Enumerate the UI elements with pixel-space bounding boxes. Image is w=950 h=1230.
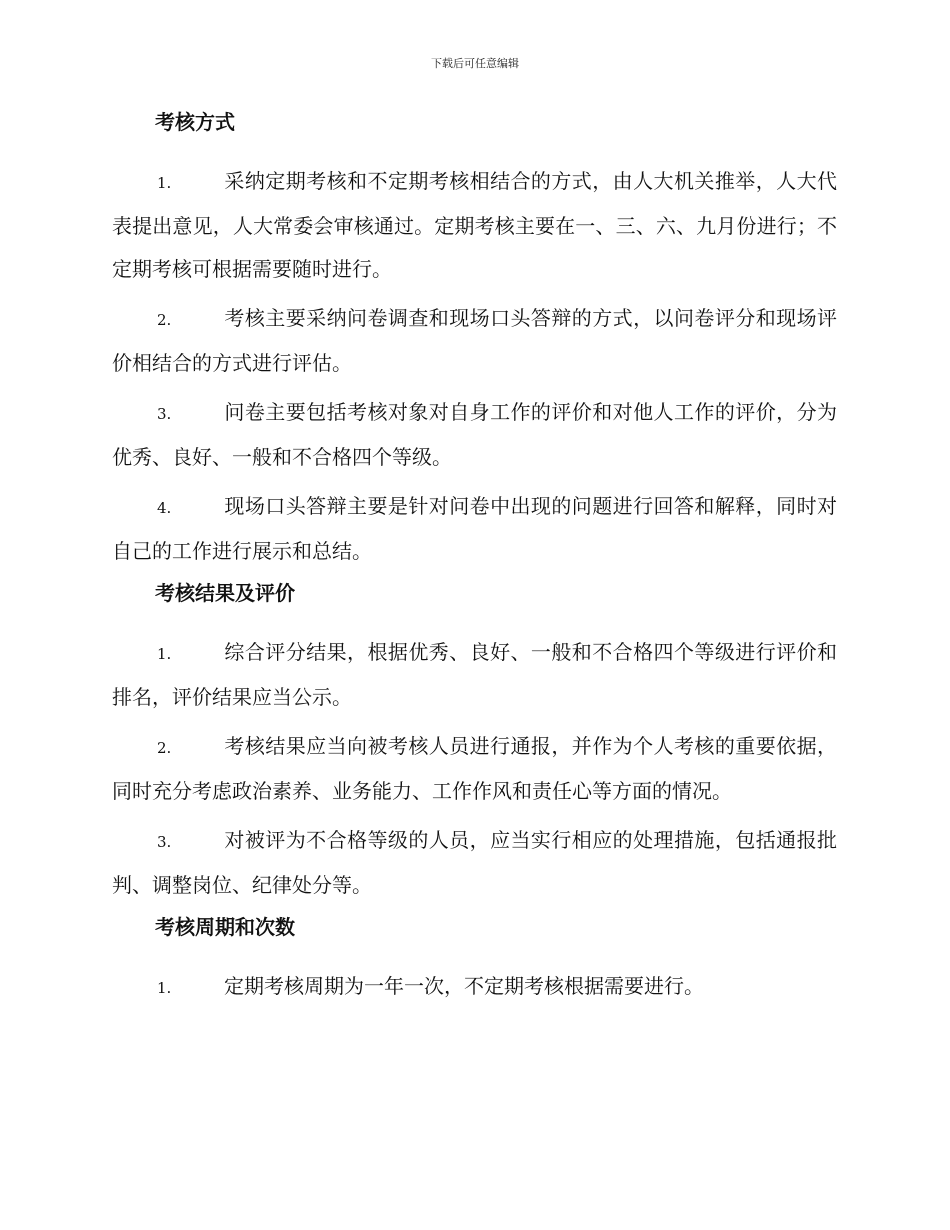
item-text: 考核主要采纳问卷调查和现场口头答辩的方式，以问卷评分和现场评价相结合的方式进行评估。 xyxy=(112,306,837,375)
item-text: 现场口头答辩主要是针对问卷中出现的问题进行回答和解释，同时对自己的工作进行展示和总结。 xyxy=(112,494,837,563)
document-body xyxy=(112,108,837,1016)
item-number: 3. xyxy=(157,405,172,423)
item-number: 3. xyxy=(157,833,172,851)
header-note: 下载后可任意编辑 xyxy=(431,57,519,70)
section-results-evaluation xyxy=(112,579,837,907)
item-text: 综合评分结果，根据优秀、良好、一般和不合格四个等级进行评价和排名，评价结果应当公示。 xyxy=(112,640,837,709)
item-text: 考核结果应当向被考核人员进行通报，并作为个人考核的重要依据，同时充分考虑政治素养、业务能力、工作作风和责任心等方面的情况。 xyxy=(112,734,837,803)
item-number: 4. xyxy=(157,499,172,517)
section-cycle-frequency xyxy=(112,913,837,1010)
section-title: 考核结果及评价 xyxy=(155,581,295,605)
item-text: 对被评为不合格等级的人员，应当实行相应的处理措施，包括通报批判、调整岗位、纪律处分等。 xyxy=(112,828,837,897)
item-number: 1. xyxy=(157,174,172,192)
list-item xyxy=(112,819,837,907)
section-title: 考核方式 xyxy=(155,110,235,134)
list-item xyxy=(112,160,837,291)
item-number: 2. xyxy=(157,739,172,757)
section-title: 考核周期和次数 xyxy=(155,915,295,939)
list-item xyxy=(112,391,837,479)
list-item xyxy=(112,485,837,573)
item-text: 问卷主要包括考核对象对自身工作的评价和对他人工作的评价，分为优秀、良好、一般和不合格四个等级。 xyxy=(112,400,837,469)
item-text: 定期考核周期为一年一次，不定期考核根据需要进行。 xyxy=(224,974,704,998)
item-number: 2. xyxy=(157,311,172,329)
list-item xyxy=(112,725,837,813)
list-item xyxy=(112,631,837,719)
item-number: 1. xyxy=(157,645,172,663)
section-assessment-method xyxy=(112,108,837,573)
item-number: 1. xyxy=(157,979,172,997)
list-item xyxy=(112,297,837,385)
list-item xyxy=(112,965,837,1010)
item-text: 采纳定期考核和不定期考核相结合的方式，由人大机关推举，人大代表提出意见，人大常委会审核通过。定期考核主要在一、三、六、九月份进行；不定期考核可根据需要随时进行。 xyxy=(112,169,837,281)
